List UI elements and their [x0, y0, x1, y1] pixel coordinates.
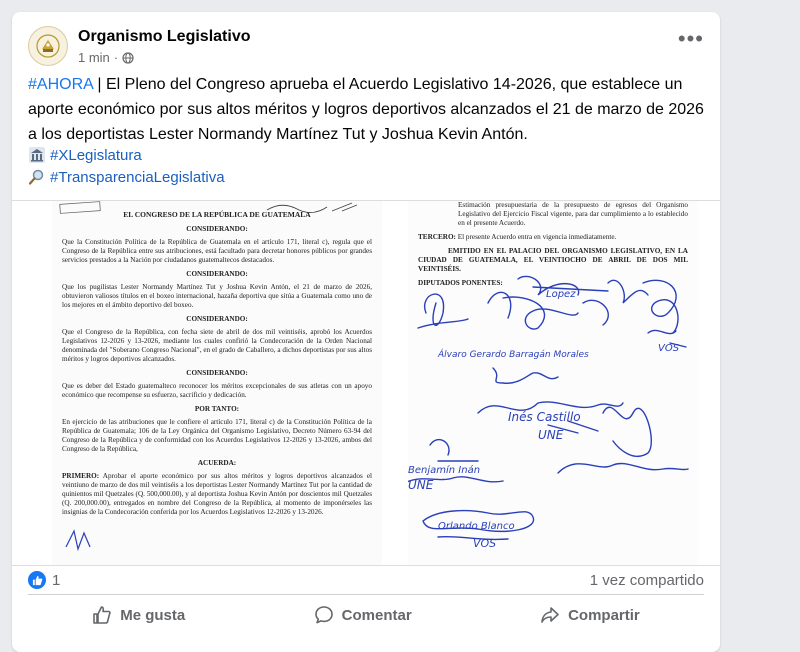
considerando-text: Que los pugilistas Lester Normandy Martínez Tut y Joshua Kevin Antón, el 21 de marzo de 2026, obtuvieron valiosos títulos en el boxeo internacional, hazaña deportiva que sitúa a Guatemala como uno de los mejores en el ámbito deportivo del boxeo. — [62, 283, 372, 309]
portanto-text: En ejercicio de las atribuciones que le confiere el artículo 171, literal c) de la Constitución Política de la República de Guatemala; 106 de la Ley Orgánica del Organismo Legislativo, Decreto Número 63-94 del Congreso de la República y de conformidad con los Acuerdos Legislativos 12-2026 y 13-2026, ambos del Congreso de la República, — [62, 418, 372, 453]
considerando-text: Que la Constitución Política de la República de Guatemala en el artículo 171, literal c), regula que el Congreso de la República entre sus atribuciones, está facultado para decretar honores públicos por grandes servicios prestados a la Nación por ciudadanos guatemaltecos destacados. — [62, 238, 372, 264]
building-icon — [28, 146, 46, 164]
post-meta — [78, 50, 134, 65]
post-time[interactable]: 1 min — [78, 50, 110, 65]
margin-signature-icon — [64, 527, 104, 557]
sig-note: Lopez — [546, 289, 576, 300]
considerando-title: CONSIDERANDO: — [186, 315, 248, 323]
signatures-icon — [408, 273, 698, 563]
document-page-right — [408, 201, 698, 565]
share-arrow-icon — [540, 605, 560, 625]
sig-note: Inés Castillo — [508, 410, 581, 424]
considerando-title: CONSIDERANDO: — [186, 270, 248, 278]
sig-note: VOS — [473, 537, 497, 550]
primero-body: Aprobar el aporte económico por sus altos méritos y logros deportivos alcanzados el veintiuno de marzo de dos mil veintiséis a los deportistas Lester Normandy Martínez Tut por la cantidad de quinientos mil Quetzales (Q. 500,000.00), y al deportista Joshua Kevin Antón por doscientos mil Quetzales (Q. 200,000.00), entregados en nombre del Congreso de la República, al momento de imponérseles las insignias de la Condecoración conferida por los Acuerdos Legislativos 12-2026 y 13-2026. — [62, 472, 373, 516]
comment-label: Comentar — [341, 606, 412, 624]
budget-text: Estimación presupuestaria de la presupuesto de egresos del Organismo Legislativo del Ejercicio Fiscal vigente, para dar cumplimiento a lo establecido en el presente Acuerdo. — [458, 201, 688, 227]
like-label: Me gusta — [120, 606, 186, 624]
primero-label: PRIMERO: — [62, 472, 100, 480]
share-count[interactable]: 1 vez compartido — [589, 572, 704, 589]
like-reaction-icon[interactable] — [28, 571, 46, 589]
post-body: | El Pleno del Congreso aprueba el Acuerdo Legislativo 14-2026, que establece un aporte económico por sus altos méritos y logros deportivos alcanzados el 21 de marzo de 2026 a los deportistas Lester Normandy Martínez Tut y Joshua Kevin Antón. — [28, 76, 704, 143]
post-stats — [28, 570, 704, 592]
meta-separator: · — [113, 50, 119, 65]
globe-icon[interactable] — [122, 52, 134, 64]
tag-xlegislatura[interactable] — [28, 146, 142, 164]
tercero-label: TERCERO: — [418, 233, 456, 241]
like-count[interactable]: 1 — [52, 572, 61, 589]
document-image[interactable] — [12, 200, 720, 566]
sig-note: Orlando Blanco — [438, 521, 515, 532]
hashtag-ahora[interactable]: #AHORA — [28, 76, 93, 93]
diputados-heading: DIPUTADOS PONENTES: — [418, 279, 503, 287]
share-button[interactable] — [522, 599, 658, 631]
sig-note: UNE — [408, 478, 434, 492]
tag-label[interactable]: #XLegislatura — [50, 146, 142, 164]
sig-note: Álvaro Gerardo Barragán Morales — [438, 350, 589, 360]
post-actions — [28, 594, 704, 635]
comment-bubble-icon — [314, 605, 334, 625]
considerando-title: CONSIDERANDO: — [186, 369, 248, 377]
tercero-body: El presente Acuerdo entra en vigencia inmediatamente. — [457, 233, 617, 241]
post-text — [28, 72, 708, 147]
document-heading: EL CONGRESO DE LA REPÚBLICA DE GUATEMALA — [123, 210, 311, 219]
sig-note: UNE — [538, 428, 564, 442]
congress-logo-icon — [35, 33, 61, 59]
portanto-title: POR TANTO: — [194, 405, 240, 413]
tag-transparencia[interactable] — [28, 168, 225, 186]
more-options-icon[interactable]: ••• — [677, 26, 704, 51]
document-page-left — [52, 201, 382, 565]
sig-note: Benjamín Inán — [408, 465, 481, 476]
thumbs-up-icon — [32, 575, 43, 586]
tercero-text — [418, 233, 688, 242]
magnifier-icon — [28, 168, 46, 186]
avatar[interactable] — [28, 26, 68, 66]
like-button[interactable] — [74, 599, 203, 631]
considerando-title: CONSIDERANDO: — [186, 225, 248, 233]
header-stamp-icon — [52, 201, 382, 215]
emitido-text: EMITIDO EN EL PALACIO DEL ORGANISMO LEGISLATIVO, EN LA CIUDAD DE GUATEMALA, EL VEINTIOCHO DE ABRIL DE DOS MIL VEINTISÉIS. — [418, 247, 688, 273]
primero-text — [62, 472, 372, 517]
considerando-text: Que es deber del Estado guatemalteco reconocer los méritos excepcionales de sus atletas con un apoyo económico que recompense su esfuerzo, sacrificio y dedicación. — [62, 382, 372, 399]
tag-label[interactable]: #TransparenciaLegislativa — [50, 168, 225, 186]
page-name[interactable]: Organismo Legislativo — [78, 28, 251, 45]
comment-button[interactable] — [296, 599, 430, 631]
acuerda-title: ACUERDA: — [197, 459, 237, 467]
post-card — [12, 12, 720, 652]
sig-note: VOS — [658, 343, 680, 354]
post-header — [28, 26, 704, 68]
thumbs-up-icon — [92, 605, 112, 625]
considerando-text: Que el Congreso de la República, con fecha siete de abril de dos mil veintiséis, aprobó los Acuerdos Legislativos 12-2026 y 13-2026, mediante los cuales confirió la Condecoración de la Orden Nacional denominada del "Soberano Congreso Nacional", en el grado de Caballero, a dichos deportistas por sus altos méritos y logros deportivos alcanzados. — [62, 328, 372, 363]
share-label: Compartir — [568, 606, 640, 624]
